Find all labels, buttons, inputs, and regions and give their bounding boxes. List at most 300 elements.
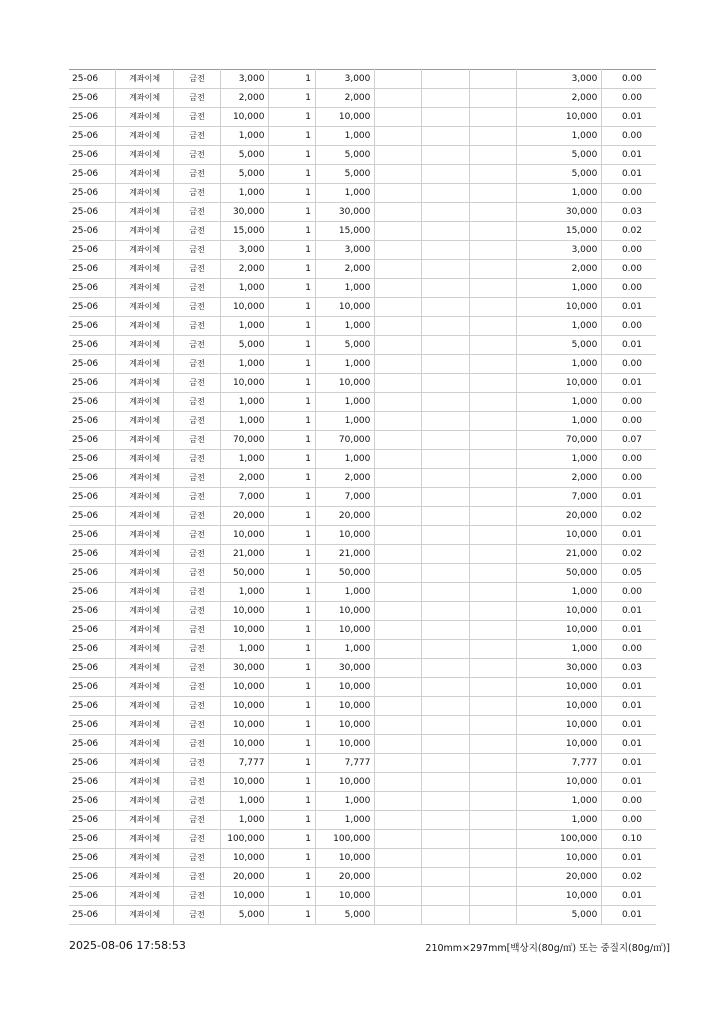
blank-cell: [421, 355, 470, 374]
quantity-cell: 1: [269, 868, 315, 887]
blank-cell: [375, 868, 421, 887]
blank-cell: [470, 488, 516, 507]
blank-cell: [375, 583, 421, 602]
ratio-cell: 0.01: [602, 621, 656, 640]
ledger-body: [69, 70, 656, 925]
total-cell: 100,000: [516, 830, 601, 849]
month-cell: 25-06: [69, 127, 115, 146]
category-cell: 금전: [174, 621, 220, 640]
ratio-cell: 0.00: [602, 355, 656, 374]
payment-method-cell: 계좌이체: [115, 507, 173, 526]
blank-cell: [375, 507, 421, 526]
blank-cell: [421, 317, 470, 336]
unit-amount-cell: 10,000: [220, 716, 269, 735]
total-cell: 3,000: [516, 70, 601, 89]
blank-cell: [470, 336, 516, 355]
amount-cell: 1,000: [315, 279, 374, 298]
ratio-cell: 0.01: [602, 108, 656, 127]
blank-cell: [375, 545, 421, 564]
amount-cell: 2,000: [315, 260, 374, 279]
category-cell: 금전: [174, 792, 220, 811]
payment-method-cell: 계좌이체: [115, 469, 173, 488]
category-cell: 금전: [174, 450, 220, 469]
total-cell: 50,000: [516, 564, 601, 583]
blank-cell: [421, 906, 470, 925]
blank-cell: [470, 773, 516, 792]
blank-cell: [421, 507, 470, 526]
ratio-cell: 0.00: [602, 241, 656, 260]
blank-cell: [375, 469, 421, 488]
table-row: [69, 526, 656, 545]
month-cell: 25-06: [69, 792, 115, 811]
category-cell: 금전: [174, 127, 220, 146]
month-cell: 25-06: [69, 450, 115, 469]
quantity-cell: 1: [269, 849, 315, 868]
category-cell: 금전: [174, 431, 220, 450]
month-cell: 25-06: [69, 165, 115, 184]
ratio-cell: 0.00: [602, 184, 656, 203]
blank-cell: [470, 906, 516, 925]
blank-cell: [375, 393, 421, 412]
category-cell: 금전: [174, 887, 220, 906]
blank-cell: [470, 393, 516, 412]
blank-cell: [470, 621, 516, 640]
quantity-cell: 1: [269, 260, 315, 279]
blank-cell: [421, 621, 470, 640]
quantity-cell: 1: [269, 203, 315, 222]
blank-cell: [421, 89, 470, 108]
amount-cell: 10,000: [315, 716, 374, 735]
table-row: [69, 70, 656, 89]
total-cell: 10,000: [516, 621, 601, 640]
quantity-cell: 1: [269, 906, 315, 925]
table-row: [69, 184, 656, 203]
table-row: [69, 89, 656, 108]
amount-cell: 2,000: [315, 469, 374, 488]
table-row: [69, 583, 656, 602]
unit-amount-cell: 10,000: [220, 298, 269, 317]
quantity-cell: 1: [269, 431, 315, 450]
quantity-cell: 1: [269, 602, 315, 621]
payment-method-cell: 계좌이체: [115, 773, 173, 792]
amount-cell: 5,000: [315, 146, 374, 165]
unit-amount-cell: 10,000: [220, 773, 269, 792]
total-cell: 5,000: [516, 906, 601, 925]
quantity-cell: 1: [269, 184, 315, 203]
blank-cell: [375, 640, 421, 659]
amount-cell: 1,000: [315, 393, 374, 412]
payment-method-cell: 계좌이체: [115, 887, 173, 906]
category-cell: 금전: [174, 545, 220, 564]
blank-cell: [421, 659, 470, 678]
month-cell: 25-06: [69, 412, 115, 431]
blank-cell: [470, 583, 516, 602]
ratio-cell: 0.00: [602, 70, 656, 89]
ratio-cell: 0.01: [602, 906, 656, 925]
blank-cell: [470, 735, 516, 754]
amount-cell: 3,000: [315, 241, 374, 260]
unit-amount-cell: 1,000: [220, 393, 269, 412]
payment-method-cell: 계좌이체: [115, 146, 173, 165]
blank-cell: [375, 526, 421, 545]
category-cell: 금전: [174, 564, 220, 583]
ratio-cell: 0.00: [602, 450, 656, 469]
category-cell: 금전: [174, 488, 220, 507]
unit-amount-cell: 2,000: [220, 469, 269, 488]
blank-cell: [470, 450, 516, 469]
quantity-cell: 1: [269, 564, 315, 583]
payment-method-cell: 계좌이체: [115, 830, 173, 849]
blank-cell: [421, 849, 470, 868]
amount-cell: 10,000: [315, 678, 374, 697]
blank-cell: [421, 279, 470, 298]
table-row: [69, 222, 656, 241]
month-cell: 25-06: [69, 868, 115, 887]
blank-cell: [470, 849, 516, 868]
payment-method-cell: 계좌이체: [115, 659, 173, 678]
blank-cell: [421, 792, 470, 811]
total-cell: 1,000: [516, 450, 601, 469]
blank-cell: [421, 545, 470, 564]
blank-cell: [470, 545, 516, 564]
total-cell: 3,000: [516, 241, 601, 260]
total-cell: 7,777: [516, 754, 601, 773]
blank-cell: [470, 602, 516, 621]
table-row: [69, 678, 656, 697]
total-cell: 30,000: [516, 659, 601, 678]
amount-cell: 10,000: [315, 735, 374, 754]
payment-method-cell: 계좌이체: [115, 355, 173, 374]
unit-amount-cell: 5,000: [220, 906, 269, 925]
total-cell: 5,000: [516, 336, 601, 355]
category-cell: 금전: [174, 412, 220, 431]
unit-amount-cell: 2,000: [220, 260, 269, 279]
quantity-cell: 1: [269, 336, 315, 355]
category-cell: 금전: [174, 203, 220, 222]
ratio-cell: 0.00: [602, 393, 656, 412]
ratio-cell: 0.01: [602, 716, 656, 735]
unit-amount-cell: 7,777: [220, 754, 269, 773]
blank-cell: [470, 203, 516, 222]
blank-cell: [470, 241, 516, 260]
blank-cell: [470, 89, 516, 108]
category-cell: 금전: [174, 830, 220, 849]
month-cell: 25-06: [69, 811, 115, 830]
blank-cell: [470, 146, 516, 165]
quantity-cell: 1: [269, 735, 315, 754]
month-cell: 25-06: [69, 469, 115, 488]
unit-amount-cell: 1,000: [220, 184, 269, 203]
total-cell: 10,000: [516, 108, 601, 127]
ratio-cell: 0.01: [602, 146, 656, 165]
table-row: [69, 488, 656, 507]
blank-cell: [421, 564, 470, 583]
total-cell: 5,000: [516, 165, 601, 184]
ratio-cell: 0.00: [602, 469, 656, 488]
unit-amount-cell: 70,000: [220, 431, 269, 450]
category-cell: 금전: [174, 222, 220, 241]
blank-cell: [470, 184, 516, 203]
amount-cell: 1,000: [315, 184, 374, 203]
table-row: [69, 374, 656, 393]
total-cell: 20,000: [516, 507, 601, 526]
total-cell: 10,000: [516, 697, 601, 716]
table-row: [69, 241, 656, 260]
total-cell: 10,000: [516, 773, 601, 792]
ratio-cell: 0.00: [602, 412, 656, 431]
quantity-cell: 1: [269, 621, 315, 640]
blank-cell: [470, 298, 516, 317]
blank-cell: [421, 222, 470, 241]
month-cell: 25-06: [69, 754, 115, 773]
blank-cell: [421, 773, 470, 792]
blank-cell: [421, 127, 470, 146]
table-row: [69, 260, 656, 279]
unit-amount-cell: 15,000: [220, 222, 269, 241]
total-cell: 2,000: [516, 469, 601, 488]
total-cell: 20,000: [516, 868, 601, 887]
payment-method-cell: 계좌이체: [115, 811, 173, 830]
quantity-cell: 1: [269, 374, 315, 393]
amount-cell: 10,000: [315, 298, 374, 317]
payment-method-cell: 계좌이체: [115, 431, 173, 450]
quantity-cell: 1: [269, 545, 315, 564]
blank-cell: [375, 735, 421, 754]
category-cell: 금전: [174, 146, 220, 165]
unit-amount-cell: 10,000: [220, 678, 269, 697]
total-cell: 1,000: [516, 412, 601, 431]
blank-cell: [470, 659, 516, 678]
blank-cell: [421, 241, 470, 260]
unit-amount-cell: 1,000: [220, 640, 269, 659]
month-cell: 25-06: [69, 431, 115, 450]
table-row: [69, 507, 656, 526]
blank-cell: [470, 431, 516, 450]
category-cell: 금전: [174, 868, 220, 887]
category-cell: 금전: [174, 754, 220, 773]
ratio-cell: 0.01: [602, 887, 656, 906]
category-cell: 금전: [174, 165, 220, 184]
blank-cell: [470, 564, 516, 583]
payment-method-cell: 계좌이체: [115, 716, 173, 735]
blank-cell: [375, 849, 421, 868]
blank-cell: [375, 108, 421, 127]
quantity-cell: 1: [269, 640, 315, 659]
blank-cell: [470, 887, 516, 906]
payment-method-cell: 계좌이체: [115, 89, 173, 108]
unit-amount-cell: 1,000: [220, 355, 269, 374]
payment-method-cell: 계좌이체: [115, 906, 173, 925]
month-cell: 25-06: [69, 488, 115, 507]
blank-cell: [470, 355, 516, 374]
amount-cell: 1,000: [315, 450, 374, 469]
payment-method-cell: 계좌이체: [115, 526, 173, 545]
payment-method-cell: 계좌이체: [115, 203, 173, 222]
category-cell: 금전: [174, 70, 220, 89]
amount-cell: 2,000: [315, 89, 374, 108]
amount-cell: 15,000: [315, 222, 374, 241]
table-row: [69, 203, 656, 222]
blank-cell: [421, 374, 470, 393]
amount-cell: 30,000: [315, 203, 374, 222]
ratio-cell: 0.00: [602, 89, 656, 108]
ratio-cell: 0.01: [602, 773, 656, 792]
amount-cell: 20,000: [315, 868, 374, 887]
blank-cell: [421, 830, 470, 849]
month-cell: 25-06: [69, 260, 115, 279]
amount-cell: 1,000: [315, 811, 374, 830]
unit-amount-cell: 10,000: [220, 735, 269, 754]
table-row: [69, 602, 656, 621]
month-cell: 25-06: [69, 355, 115, 374]
quantity-cell: 1: [269, 298, 315, 317]
blank-cell: [375, 697, 421, 716]
payment-method-cell: 계좌이체: [115, 621, 173, 640]
unit-amount-cell: 1,000: [220, 450, 269, 469]
payment-method-cell: 계좌이체: [115, 602, 173, 621]
month-cell: 25-06: [69, 203, 115, 222]
unit-amount-cell: 100,000: [220, 830, 269, 849]
unit-amount-cell: 3,000: [220, 241, 269, 260]
month-cell: 25-06: [69, 526, 115, 545]
quantity-cell: 1: [269, 222, 315, 241]
blank-cell: [470, 317, 516, 336]
amount-cell: 21,000: [315, 545, 374, 564]
table-row: [69, 146, 656, 165]
unit-amount-cell: 1,000: [220, 792, 269, 811]
quantity-cell: 1: [269, 89, 315, 108]
table-row: [69, 621, 656, 640]
blank-cell: [470, 165, 516, 184]
blank-cell: [421, 868, 470, 887]
quantity-cell: 1: [269, 887, 315, 906]
unit-amount-cell: 3,000: [220, 70, 269, 89]
total-cell: 10,000: [516, 678, 601, 697]
blank-cell: [375, 127, 421, 146]
quantity-cell: 1: [269, 412, 315, 431]
category-cell: 금전: [174, 279, 220, 298]
print-timestamp: 2025-08-06 17:58:53: [69, 939, 186, 952]
blank-cell: [470, 811, 516, 830]
blank-cell: [375, 412, 421, 431]
blank-cell: [421, 640, 470, 659]
blank-cell: [375, 241, 421, 260]
quantity-cell: 1: [269, 716, 315, 735]
table-row: [69, 450, 656, 469]
category-cell: 금전: [174, 716, 220, 735]
category-cell: 금전: [174, 735, 220, 754]
unit-amount-cell: 10,000: [220, 108, 269, 127]
unit-amount-cell: 5,000: [220, 336, 269, 355]
blank-cell: [470, 260, 516, 279]
month-cell: 25-06: [69, 849, 115, 868]
table-row: [69, 317, 656, 336]
ratio-cell: 0.05: [602, 564, 656, 583]
category-cell: 금전: [174, 336, 220, 355]
blank-cell: [470, 754, 516, 773]
unit-amount-cell: 5,000: [220, 165, 269, 184]
unit-amount-cell: 1,000: [220, 412, 269, 431]
quantity-cell: 1: [269, 127, 315, 146]
payment-method-cell: 계좌이체: [115, 488, 173, 507]
payment-method-cell: 계좌이체: [115, 735, 173, 754]
quantity-cell: 1: [269, 146, 315, 165]
month-cell: 25-06: [69, 374, 115, 393]
payment-method-cell: 계좌이체: [115, 70, 173, 89]
month-cell: 25-06: [69, 222, 115, 241]
total-cell: 10,000: [516, 849, 601, 868]
category-cell: 금전: [174, 108, 220, 127]
table-row: [69, 792, 656, 811]
blank-cell: [421, 412, 470, 431]
blank-cell: [421, 70, 470, 89]
ratio-cell: 0.01: [602, 678, 656, 697]
quantity-cell: 1: [269, 526, 315, 545]
payment-method-cell: 계좌이체: [115, 583, 173, 602]
blank-cell: [421, 146, 470, 165]
blank-cell: [375, 602, 421, 621]
category-cell: 금전: [174, 393, 220, 412]
ratio-cell: 0.01: [602, 602, 656, 621]
blank-cell: [421, 336, 470, 355]
quantity-cell: 1: [269, 811, 315, 830]
ratio-cell: 0.03: [602, 659, 656, 678]
ratio-cell: 0.01: [602, 735, 656, 754]
quantity-cell: 1: [269, 697, 315, 716]
blank-cell: [375, 336, 421, 355]
total-cell: 70,000: [516, 431, 601, 450]
payment-method-cell: 계좌이체: [115, 450, 173, 469]
month-cell: 25-06: [69, 583, 115, 602]
ratio-cell: 0.03: [602, 203, 656, 222]
payment-method-cell: 계좌이체: [115, 792, 173, 811]
amount-cell: 1,000: [315, 317, 374, 336]
table-row: [69, 393, 656, 412]
blank-cell: [375, 89, 421, 108]
ratio-cell: 0.00: [602, 260, 656, 279]
blank-cell: [375, 621, 421, 640]
quantity-cell: 1: [269, 450, 315, 469]
unit-amount-cell: 1,000: [220, 811, 269, 830]
ratio-cell: 0.01: [602, 849, 656, 868]
blank-cell: [470, 469, 516, 488]
unit-amount-cell: 10,000: [220, 602, 269, 621]
total-cell: 1,000: [516, 184, 601, 203]
month-cell: 25-06: [69, 887, 115, 906]
blank-cell: [421, 583, 470, 602]
ratio-cell: 0.00: [602, 279, 656, 298]
blank-cell: [421, 697, 470, 716]
amount-cell: 7,000: [315, 488, 374, 507]
total-cell: 15,000: [516, 222, 601, 241]
unit-amount-cell: 5,000: [220, 146, 269, 165]
amount-cell: 1,000: [315, 127, 374, 146]
month-cell: 25-06: [69, 678, 115, 697]
blank-cell: [470, 108, 516, 127]
quantity-cell: 1: [269, 773, 315, 792]
ratio-cell: 0.01: [602, 374, 656, 393]
unit-amount-cell: 20,000: [220, 507, 269, 526]
blank-cell: [375, 70, 421, 89]
month-cell: 25-06: [69, 564, 115, 583]
blank-cell: [375, 184, 421, 203]
month-cell: 25-06: [69, 659, 115, 678]
month-cell: 25-06: [69, 108, 115, 127]
ratio-cell: 0.01: [602, 488, 656, 507]
category-cell: 금전: [174, 317, 220, 336]
amount-cell: 1,000: [315, 583, 374, 602]
blank-cell: [470, 374, 516, 393]
